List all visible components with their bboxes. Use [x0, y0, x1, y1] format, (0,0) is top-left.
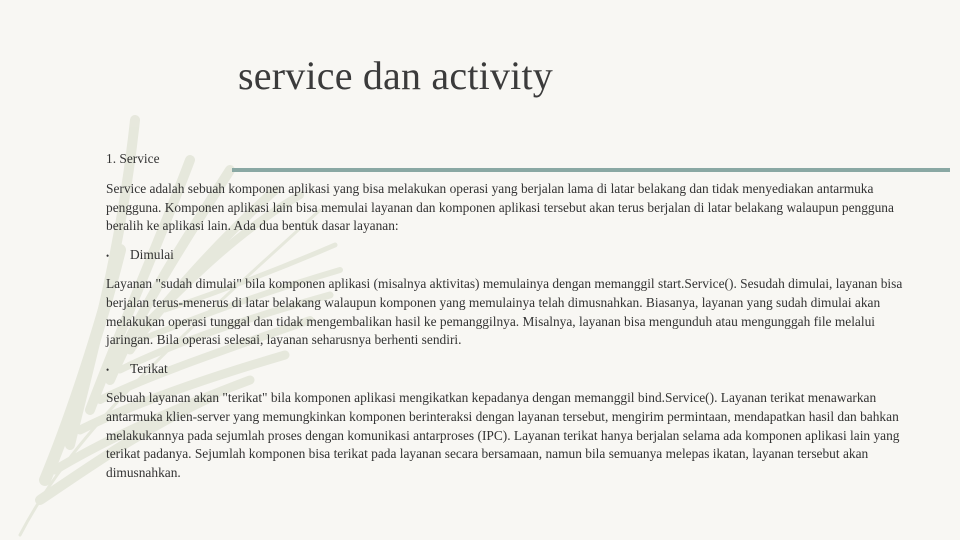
- bound-paragraph: Sebuah layanan akan "terikat" bila komponen aplikasi mengikatkan kepadanya dengan memanggil bind.Service(). Layanan terikat menawarkan antarmuka klien-server yang memungkinkan komponen berinteraksi dengan layanan tersebut, mengirim permintaan, mendapatkan hasil dan bahkan melakukannya pada sejumlah proses dengan komunikasi antarproses (IPC). Layanan terikat hanya berjalan selama ada komponen aplikasi lain yang terikat padanya. Sejumlah komponen bisa terikat pada layanan secara bersamaan, namun bila semuanya melepas ikatan, layanan tersebut akan dimusnahkan.: [106, 389, 900, 481]
- bullet-icon: •: [106, 251, 110, 262]
- bullet-started-label: Dimulai: [130, 247, 174, 263]
- bullet-started: [106, 246, 916, 266]
- bullet-bound-label: Terikat: [130, 361, 168, 377]
- intro-paragraph: Service adalah sebuah komponen aplikasi yang bisa melakukan operasi yang berjalan lama di latar belakang dan tidak menyediakan antarmuka pengguna. Komponen aplikasi lain bisa memulai layanan dan komponen aplikasi tersebut akan terus berjalan di latar belakang walaupun pengguna beralih ke aplikasi lain. Ada dua bentuk dasar layanan:: [106, 180, 894, 234]
- slide-content: [106, 150, 916, 483]
- bullet-icon: •: [106, 365, 110, 376]
- slide-title: service dan activity: [238, 53, 553, 98]
- section-heading: 1. Service: [106, 151, 160, 166]
- started-paragraph: Layanan "sudah dimulai" bila komponen aplikasi (misalnya aktivitas) memulainya dengan memanggil start.Service(). Sesudah dimulai, layanan bisa berjalan terus-menerus di latar belakang walaupun komponen yang memulainya telah dimusnahkan. Biasanya, layanan yang sudah dimulai akan melakukan operasi tunggal dan tidak mengembalikan hasil ke pemanggilnya. Misalnya, layanan bisa mengunduh atau mengunggah file melalui jaringan. Bila operasi selesai, layanan seharusnya berhenti sendiri.: [106, 275, 903, 348]
- bullet-bound: [106, 360, 916, 380]
